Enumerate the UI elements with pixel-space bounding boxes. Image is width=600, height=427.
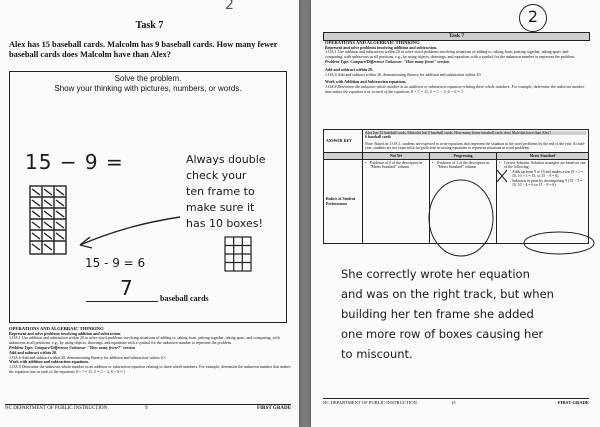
rubric-page: [311, 0, 600, 427]
answer-key-answer: 6 baseball cards: [365, 135, 391, 140]
standards-heading: OPERATIONS AND ALGEBRAIC THINKING: [325, 40, 420, 45]
footer-right: FIRST GRADE: [257, 406, 291, 411]
note-line: has 10 boxes!: [186, 217, 263, 230]
answer-key-label: ANSWER KEY: [324, 130, 363, 153]
answer-line: [86, 301, 158, 302]
meets-item-circle-mark: [524, 232, 594, 254]
x-mark: [497, 170, 507, 182]
standard-line: 1.OA.1 Use addition and subtraction within 20 to solve word problems involving situations of adding to, taking from, putting together, taking apart, and comparing, with unknowns in all positions, e.g., by using objects, drawings, and equations with a symbol for the unknown number to represent the problem.: [325, 49, 576, 60]
footer-page-number: 15: [451, 400, 456, 405]
work-box: [9, 71, 287, 323]
not-yet-text: Evidence of 0 of the descriptors in "Meets Standard" column: [370, 161, 423, 170]
footer-left: NC DEPARTMENT OF PUBLIC INSTRUCTION: [5, 406, 108, 411]
answer-key-note: Note: Based on 1.OA.1, students are expected to write equations that represent the situation in the word problems by the end of the year. At mid-year, students are not expected to be proficient in writing equations to represent situations in word problems.: [365, 141, 585, 151]
footer-page-number: 9: [145, 406, 148, 411]
standard-line: Represent and solve problems involving addition and subtraction.: [9, 330, 122, 336]
page-footer: [5, 404, 291, 411]
instruction-solve: Solve the problem.: [114, 74, 182, 83]
note-line: Always double: [186, 153, 266, 166]
note-line: ten frame to: [186, 185, 255, 198]
note-line: make sure it: [186, 201, 255, 214]
standard-line: Add and subtract within 20.: [9, 349, 57, 355]
ten-frame-small: [224, 236, 254, 274]
col-meets-standard: Meets Standard: [497, 152, 589, 159]
meets-item: Adds up from 9 to 15 and makes a ten (9 + 1 = 10, 10 + 5 = 15, so 15 − 9 = 6): [512, 169, 584, 179]
standard-line: 1.OA.8 Determine the unknown whole number in an addition or subtraction equation relating three whole numbers. For example, determine the unknown number that makes the equation true in each of the equations 8 + ? = 11, 5 = □ − 3, 6 + 6 = ?: [325, 84, 585, 94]
feedback-line: one more row of boxes causing her: [341, 327, 544, 341]
col-not-yet: Not Yet: [363, 152, 430, 159]
progressing-circle-mark: [429, 180, 493, 256]
standard-line: 1.OA.8 Determine the unknown whole number in an addition or subtraction equation relating to three whole numbers. For example, determine the unknown number that makes the equation true in each of the equations 8 + ? = 11, 5 = □ − 3, 6 + 6 = ?: [9, 364, 291, 374]
standard-line: Work with addition and subtraction equations.: [9, 359, 90, 365]
standard-line: Problem-Type: Compare/Difference Unknown- "How many fewer?" version: [9, 344, 136, 350]
arrow-drawing: [68, 177, 183, 257]
standards-heading: OPERATIONS AND ALGEBRAIC THINKING: [9, 326, 104, 331]
standard-line: Problem-Type: Compare/Difference Unknown- "How many fewer" version: [325, 58, 450, 64]
instruction-show: Show your thinking with pictures, numbers, or words.: [54, 84, 242, 93]
feedback-line: to miscount.: [341, 347, 413, 361]
standard-line: 1.OA.6 Add and subtract within 20, demonstrating fluency for addition and subtraction within 10.: [325, 71, 482, 77]
feedback-line: She correctly wrote her equation: [341, 267, 530, 281]
feedback-line: building her ten frame she added: [341, 307, 534, 321]
ten-frame-drawing: [28, 184, 70, 266]
progressing-text: Evidence of 1 of the descriptors in "Meets Standard" column: [437, 161, 490, 170]
rubric-label: Rubric of Student Performance: [324, 160, 363, 244]
footer-left: NC DEPARTMENT OF PUBLIC INSTRUCTION: [323, 400, 417, 405]
page-mark: 2: [527, 7, 539, 26]
student-equation: 15 - 9 = 6: [85, 256, 146, 270]
task-title-bar: Task 7: [323, 32, 590, 41]
student-work-page: [0, 0, 299, 427]
page-mark: 2: [225, 0, 234, 13]
note-line: check your: [186, 169, 247, 182]
answer-unit: baseball cards: [160, 294, 209, 303]
meets-cell: • Correct Solution. Solution strategies are based on one of the following: ◦ Adds up from 9 to 15 and makes a ten (9 + 1 = 10, 10 + 5 = 15, so 15 − 9 = 6) ◦ Subtracts in parts by decomposing 9 (15 − 5 = 10, 10 − 4 = 6 so 15 − 9 = 6): [497, 160, 589, 244]
student-answer: 7: [120, 276, 133, 300]
standard-line: Represent and solve problems involving addition and subtraction.: [325, 44, 438, 50]
meets-intro: Correct Solution. Solution strategies are based on one of the following:: [504, 161, 586, 170]
progressing-cell: • Evidence of 1 of the descriptors in "Meets Standard" column: [430, 160, 497, 244]
task-title: Task 7: [135, 20, 164, 31]
teacher-note: [186, 152, 266, 232]
not-yet-cell: • Evidence of 0 of the descriptors in "Meets Standard" column: [363, 160, 430, 244]
teacher-feedback: [341, 264, 554, 364]
page-footer: [323, 398, 589, 405]
problem-text: Alex has 15 baseball cards. Malcolm has 9 baseball cards. How many fewer baseball cards does Malcolm have than Alex?: [9, 40, 278, 59]
answer-key-problem: Alex has 15 baseball cards. Malcolm has 9 baseball cards. How many fewer baseball cards does Malcolm have than Alex?: [365, 131, 586, 135]
footer-right: FIRST GRADE: [557, 400, 589, 405]
standard-line: 1.OA.1 Use addition and subtraction within 20 to solve word problems involving situations of adding to, taking from, putting together, taking apart, and comparing, with unknowns in all positions, e.g., by using objects, drawings, and equations with a symbol for the unknown number to represent the problem.: [9, 335, 280, 346]
col-progressing: Progressing: [430, 152, 497, 159]
student-expression: 15 − 9 =: [25, 150, 124, 174]
standards-footer: [9, 326, 291, 375]
meets-item: Subtracts in parts by decomposing 9 (15 − 5 = 10, 10 − 4 = 6 so 15 − 9 = 6): [512, 178, 583, 188]
standard-line: Work with Addition and Subtraction equations.: [325, 79, 407, 85]
standard-line: 1.OA.6 Add and subtract within 20, demonstrating fluency for addition and subtraction within 10.: [9, 354, 166, 360]
feedback-line: and was on the right track, but when: [341, 287, 554, 301]
standard-line: Add and subtract within 20.: [325, 66, 373, 72]
